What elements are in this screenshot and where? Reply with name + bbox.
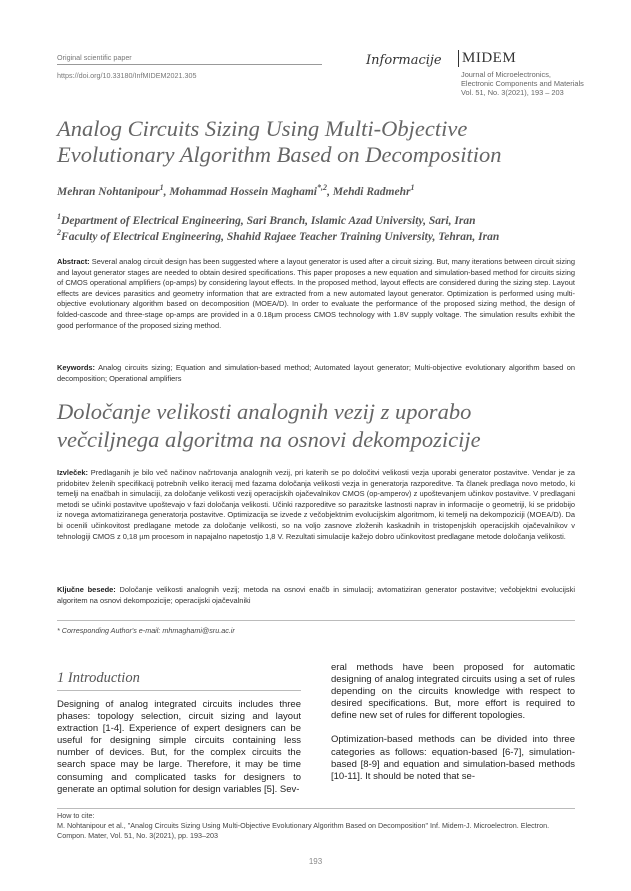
doi-link[interactable]: https://doi.org/10.33180/InfMIDEM2021.305 bbox=[57, 71, 197, 80]
author-name: Mohammad Hossein Maghami bbox=[169, 186, 317, 198]
paper-type: Original scientific paper bbox=[57, 53, 132, 62]
slovenian-title: Določanje velikosti analognih vezij z uporabo večciljnega algoritma na osnovi dekompozicije bbox=[57, 399, 481, 452]
section-heading: 1 Introduction bbox=[57, 670, 140, 686]
logo-midem: MIDEM bbox=[458, 50, 516, 67]
keywords-text: Analog circuits sizing; Equation and simulation-based method; Automated layout generator; Multi-objective evolutionary algorithm based on decomposition; Operational amplifiers bbox=[57, 363, 575, 383]
affiliation bbox=[57, 213, 577, 229]
izvlecek-label: Izvleček: bbox=[57, 468, 89, 477]
journal-info: Journal of Microelectronics, Electronic Components and Materials Vol. 51, No. 3(2021), 193 – 203 bbox=[461, 70, 584, 97]
affiliation-sup: 2 bbox=[57, 228, 62, 238]
keywords-label: Keywords: bbox=[57, 363, 96, 372]
cite-label: How to cite: bbox=[57, 811, 95, 820]
izvlecek-text: Predlaganih je bilo več načinov načrtovanja analognih vezij, pri katerih se po določitvi velikosti vezja uporabi generator postavitve. Vendar je za pridobitev želenih specifikacij potrebnih veliko iteracij med fazama določanja velikosti vezja in generatorja razporeditve. Ta članek predlaga novo metodo, ki temelji na enačbah in simulaciji, za določanje velikosti vezij operacijskih ojačevalnikov CMOS (op-amperov) z upoštevanjem učinkov postavitve. V predlagani metodi se učinki postavitve upoštevajo v fazi določanja velikosti. Učinki razporeditve so parazitske lastnosti naprav in informacije o geometriji, ki se pridobijo iz novega avtomatiziranega generatorja postavitve. Optimizacija se izvede z večobjektnim evolucijskim algoritmom, ki temelji na dekompoziciji (MOEA/D). Da bi ocenili učinkovitost predlagane metode za določanje velikosti, so na voljo zasnove zloženih kaskadnih in tristopenjskih operacijskih ojačevalnikov v tehnologiji CMOS z 0,18 µm procesom in napajalno napetostjo 1,8 V. Rezultati simulacije kažejo dobro učinkovitost predlagane metode določanja velikosti. bbox=[57, 468, 575, 541]
affiliation-sup: 1 bbox=[57, 212, 62, 222]
keywords bbox=[57, 363, 575, 384]
body-paragraph: eral methods have been proposed for automatic designing of analog integrated circuits using a set of rules depending on the circuits knowledge with respect to desired specifications. But, more effort is required to define new set of rules for different topologies. bbox=[331, 662, 575, 722]
body-column-left bbox=[57, 699, 301, 796]
cite-text: M. Nohtanipour et al., "Analog Circuits Sizing Using Multi-Objective Evolutionary Algorithm Based on Decomposition" Inf. Midem-J. Microelectron. Electron. Compon. Mater, Vol. 51, No. 3(2021), pp. 193–203 bbox=[57, 821, 550, 840]
abstract-label: Abstract: bbox=[57, 257, 90, 266]
author-name: Mehdi Radmehr bbox=[332, 186, 411, 198]
cite-rule bbox=[57, 808, 575, 809]
section-rule bbox=[57, 690, 301, 691]
izvlecek bbox=[57, 468, 575, 542]
corresponding-author: * Corresponding Author's e-mail: mhmaghami@sru.ac.ir bbox=[57, 626, 235, 635]
affiliation bbox=[57, 229, 577, 245]
abstract-text: Several analog circuit design has been suggested where a layout generator is used after a circuit sizing. But, many iterations between circuit sizing and layout generator stages are needed to obtain desired specifications. This paper proposes a new equation and simulation-based method for circuits sizing of CMOS operational amplifiers (op-amps) by considering layout effects. In the proposed method, layout effects are considered during the sizing step. Layout effects are devices parasitics and geometry information that are extracted from a new automated layout generator. Optimization is performed using multi-objective evolutionary algorithm based on decomposition (MOEA/D). In order to evaluate the performance of the proposed sizing method, the design of folded-cascode and three-stage op-amps are provided in a 0.18µm process CMOS technology with 1.8V supply voltage. The simulation results exhibit the good performance of the proposed sizing method. bbox=[57, 257, 575, 330]
affiliations bbox=[57, 213, 577, 245]
affiliation-text: Faculty of Electrical Engineering, Shahid Rajaee Teacher Training University, Tehran, Iran bbox=[61, 231, 500, 243]
author-sup: *,2 bbox=[317, 183, 328, 193]
body-paragraph: Optimization-based methods can be divided into three categories as follows: equation-based [6-7], simulation-based [8-9] and equation and simulation-based methods [10-11]. It should be noted that se- bbox=[331, 734, 575, 782]
how-to-cite bbox=[57, 811, 575, 841]
abstract bbox=[57, 257, 575, 331]
corresponding-rule bbox=[57, 620, 575, 621]
kljucne-text: Določanje velikosti analognih vezij; metoda na osnovi enačb in simulacij; avtomatiziran generator postavitve; večobjektni evolucijski algoritem na osnovi dekompozicije; operacijski ojačevalniki bbox=[57, 585, 575, 605]
journal-logo bbox=[366, 45, 584, 105]
header-rule bbox=[57, 64, 322, 65]
paper-title: Analog Circuits Sizing Using Multi-Objective Evolutionary Algorithm Based on Decomposition bbox=[57, 116, 502, 167]
kljucne-label: Ključne besede: bbox=[57, 585, 116, 594]
author-sup: 1 bbox=[159, 183, 164, 193]
author-sup: 1 bbox=[410, 183, 415, 193]
kljucne-besede bbox=[57, 585, 575, 606]
body-column-right bbox=[331, 662, 575, 783]
body-paragraph: Designing of analog integrated circuits includes three phases: topology selection, circuit sizing and layout extraction [1-4]. Experience of expert designers can be useful for designing simple circuits containing less number of devices. But, for the complex circuits the search space may be large. Therefore, it may be time consuming and complicated tasks for designers to generate an optimal solution for design variables [5]. Sev- bbox=[57, 699, 301, 795]
affiliation-text: Department of Electrical Engineering, Sari Branch, Islamic Azad University, Sari, Iran bbox=[61, 215, 476, 227]
logo-brand: Informacije bbox=[366, 53, 442, 68]
page-number: 193 bbox=[308, 857, 323, 866]
author-list: Mehran Nohtanipour$^1$, Mohammad Hossein Maghami$^{*,2}$, Mehdi Radmehr$^1$ bbox=[57, 183, 415, 198]
author-name: Mehran Nohtanipour bbox=[57, 186, 160, 198]
